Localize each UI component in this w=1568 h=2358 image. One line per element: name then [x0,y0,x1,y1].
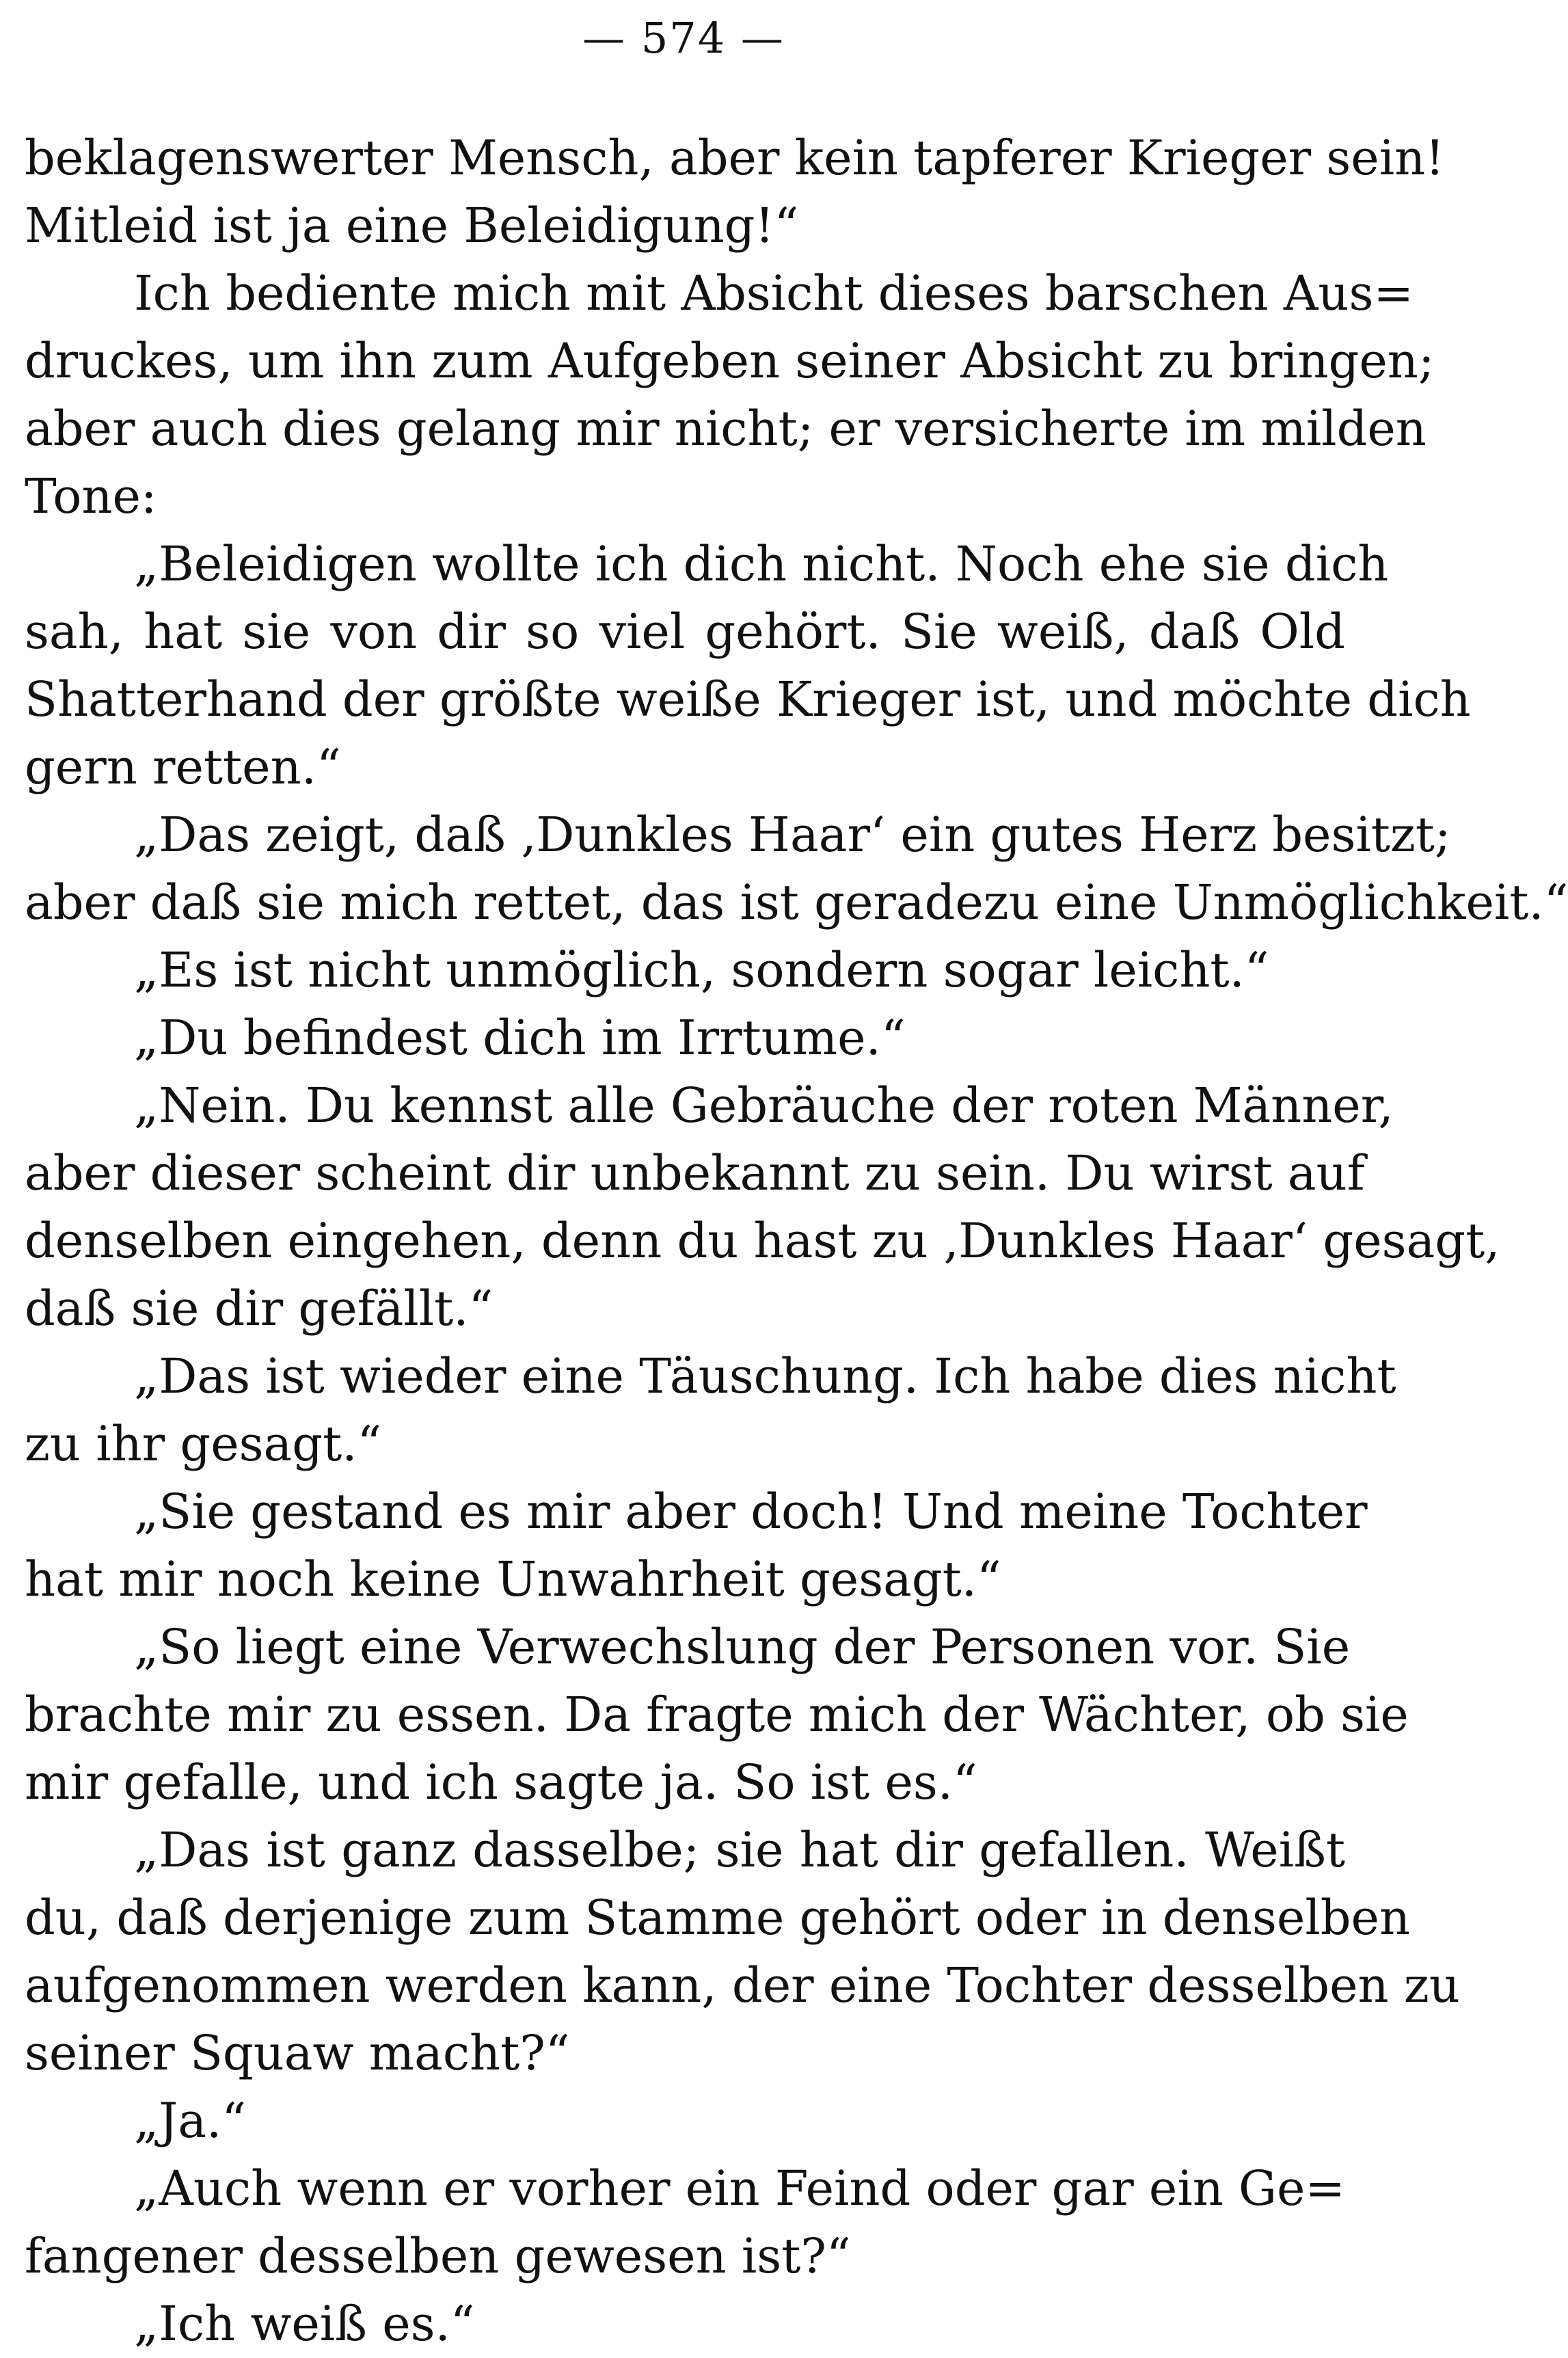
text-line: hat mir noch keine Unwahrheit gesagt.“ [25,1551,1001,1607]
text-line: sah, hat sie von dir so viel gehört. Sie weiß, daß Old [25,604,1345,660]
text-line: „Auch wenn er vorher ein Feind oder gar ein Ge= [134,2160,1346,2216]
text-line: Tone: [25,468,157,524]
text-line: Ich bediente mich mit Absicht dieses barschen Aus= [134,265,1414,321]
text-line: aber dieser scheint dir unbekannt zu sein. Du wirst auf [25,1145,1365,1201]
text-line: „Beleidigen wollte ich dich nicht. Noch ehe sie dich [134,536,1389,592]
text-line: „Ja.“ [134,2093,247,2149]
text-line: beklagenswerter Mensch, aber kein tapferer Krieger sein! [25,130,1445,186]
text-line: Shatterhand der größte weiße Krieger ist, und möchte dich [25,671,1471,727]
text-line: daß sie dir gefällt.“ [25,1281,494,1337]
text-line: aber auch dies gelang mir nicht; er versicherte im milden [25,401,1427,457]
text-line: „So liegt eine Verwechslung der Personen vor. Sie [134,1619,1351,1675]
text-line: zu ihr gesagt.“ [25,1416,382,1472]
text-line: seiner Squaw macht?“ [25,2025,570,2081]
text-line: „Das ist ganz dasselbe; sie hat dir gefallen. Weißt [134,1822,1345,1878]
text-line: aufgenommen werden kann, der eine Tochter desselben zu [25,1957,1460,2013]
text-line: aber daß sie mich rettet, das ist geradezu eine Unmöglichkeit.“ [25,874,1568,930]
text-line: mir gefalle, und ich sagte ja. So ist es.“ [25,1754,977,1810]
text-line: „Nein. Du kennst alle Gebräuche der roten Männer, [134,1077,1394,1134]
text-line: „Du befindest dich im Irrtume.“ [134,1010,906,1066]
text-line: „Sie gestand es mir aber doch! Und meine Tochter [134,1484,1368,1540]
text-line: du, daß derjenige zum Stamme gehört oder in denselben [25,1890,1411,1946]
text-line: brachte mir zu essen. Da fragte mich der Wächter, ob sie [25,1687,1409,1743]
text-line: fangener desselben gewesen ist?“ [25,2228,851,2284]
text-line: denselben eingehen, denn du hast zu ‚Dunkles Haar‘ gesagt, [25,1213,1500,1269]
text-line: gern retten.“ [25,739,341,795]
text-line: „Es ist nicht unmöglich, sondern sogar leicht.“ [134,942,1269,998]
text-line: druckes, um ihn zum Aufgeben seiner Absicht zu bringen; [25,333,1435,389]
text-line: „Das zeigt, daß ‚Dunkles Haar‘ ein gutes Herz besitzt; [134,807,1451,863]
body-text [25,124,1568,2358]
page-number: — 574 — [582,13,785,63]
text-line: „Ich weiß es.“ [134,2296,475,2352]
text-line: Mitleid ist ja eine Beleidigung!“ [25,198,799,254]
text-line: „Das ist wieder eine Täuschung. Ich habe dies nicht [134,1348,1396,1404]
